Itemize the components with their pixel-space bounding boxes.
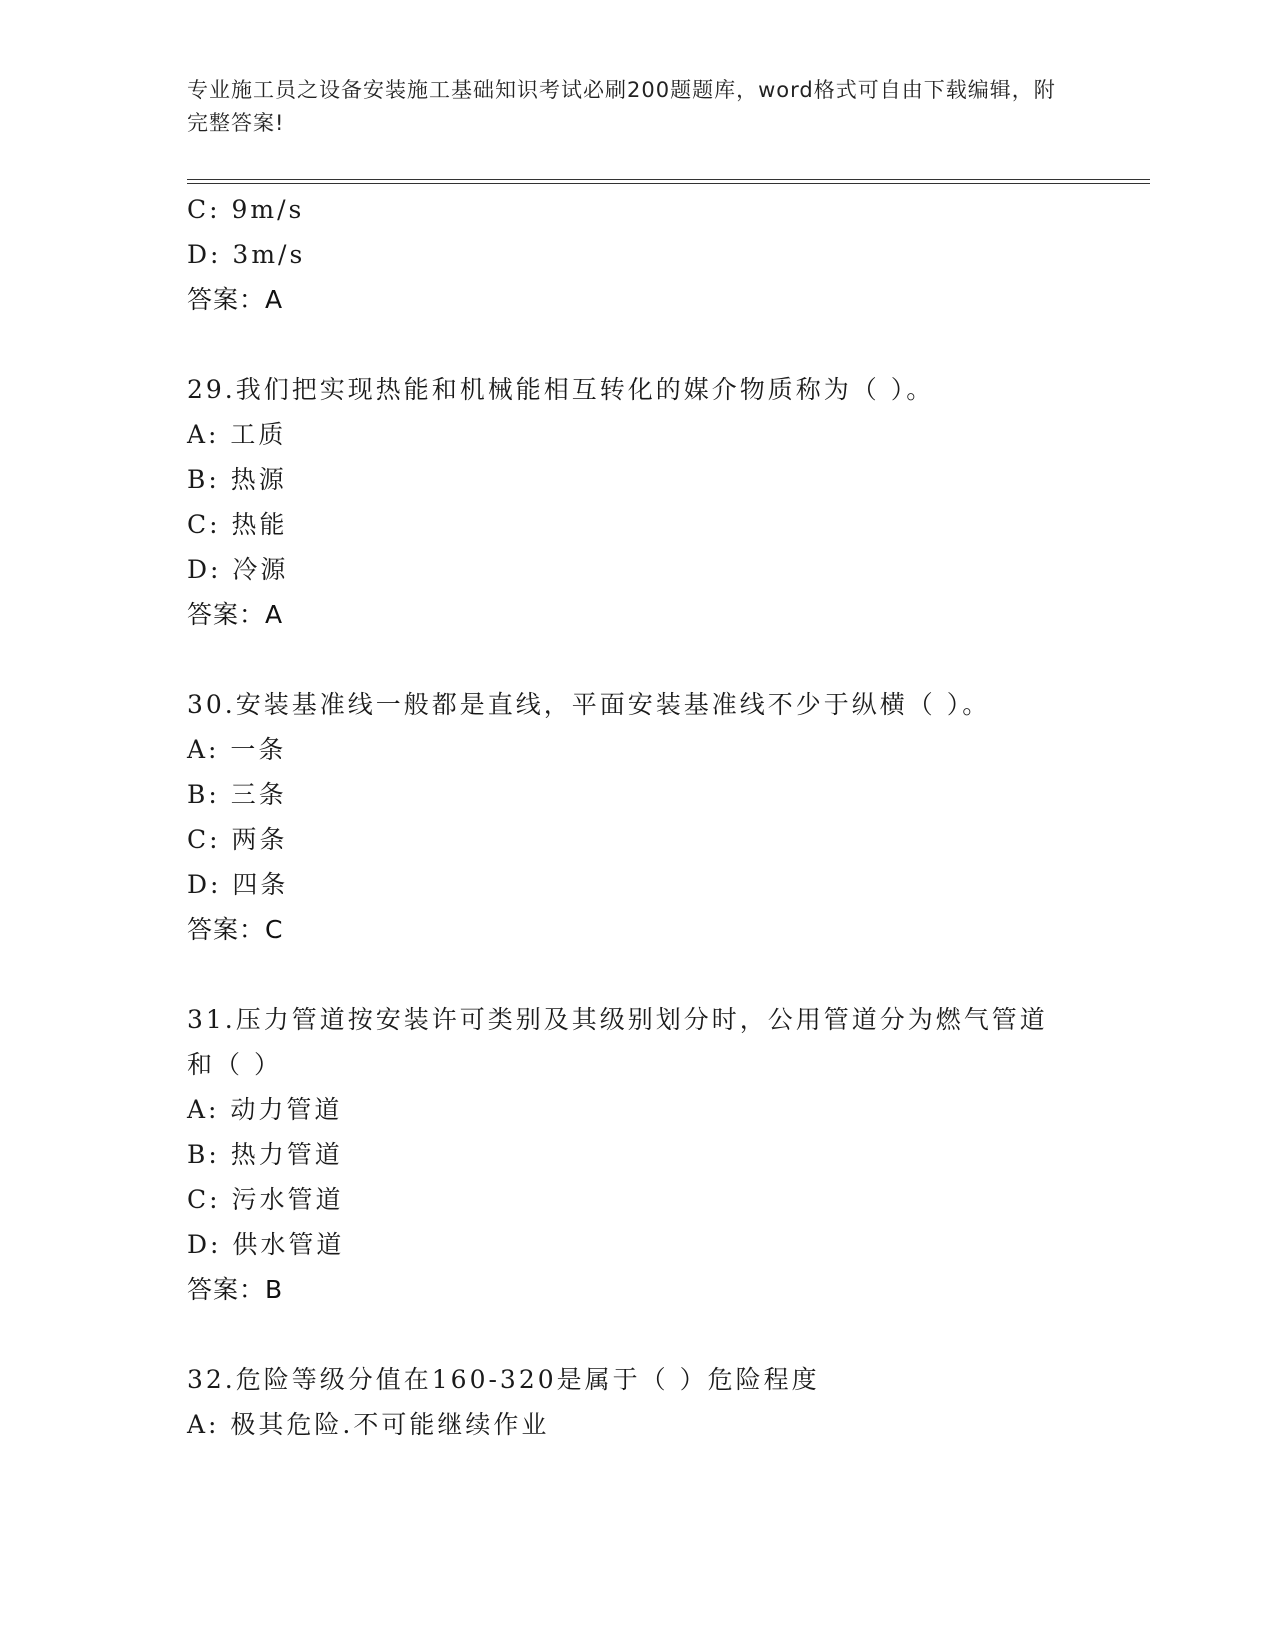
option-b: B: 三条 — [187, 780, 287, 809]
option-c: C: 热能 — [187, 510, 288, 539]
option-d: D: 四条 — [187, 870, 289, 899]
question-stem-continued: 和（ ） — [187, 1050, 282, 1079]
option-d: D: 冷源 — [187, 555, 289, 584]
header-rule-bottom — [187, 183, 1150, 184]
answer: 答案：A — [187, 600, 284, 629]
answer: 答案：B — [187, 1275, 284, 1304]
option-b: B: 热源 — [187, 465, 287, 494]
answer: 答案：A — [187, 285, 284, 314]
header-rule-top — [187, 179, 1150, 180]
question-stem: 32.危险等级分值在160-320是属于（ ）危险程度 — [187, 1365, 820, 1394]
option-a: A: 工质 — [187, 420, 287, 449]
question-stem: 31.压力管道按安装许可类别及其级别划分时，公用管道分为燃气管道 — [187, 1005, 1048, 1034]
option-a: A: 极其危险.不可能继续作业 — [187, 1410, 550, 1439]
option-c: C: 两条 — [187, 825, 288, 854]
option-d: D: 供水管道 — [187, 1230, 345, 1259]
option-a: A: 动力管道 — [187, 1095, 343, 1124]
option-c: C: 污水管道 — [187, 1185, 344, 1214]
answer: 答案：C — [187, 915, 284, 944]
option-d: D: 3m/s — [187, 240, 306, 269]
option-b: B: 热力管道 — [187, 1140, 343, 1169]
question-stem: 30.安装基准线一般都是直线，平面安装基准线不少于纵横（ ）。 — [187, 690, 991, 719]
document-header: 专业施工员之设备安装施工基础知识考试必刷200题题库，word格式可自由下载编辑，附完整答案! — [187, 78, 1056, 135]
option-c: C: 9m/s — [187, 195, 305, 224]
question-stem: 29.我们把实现热能和机械能相互转化的媒介物质称为（ ）。 — [187, 375, 935, 404]
option-a: A: 一条 — [187, 735, 287, 764]
